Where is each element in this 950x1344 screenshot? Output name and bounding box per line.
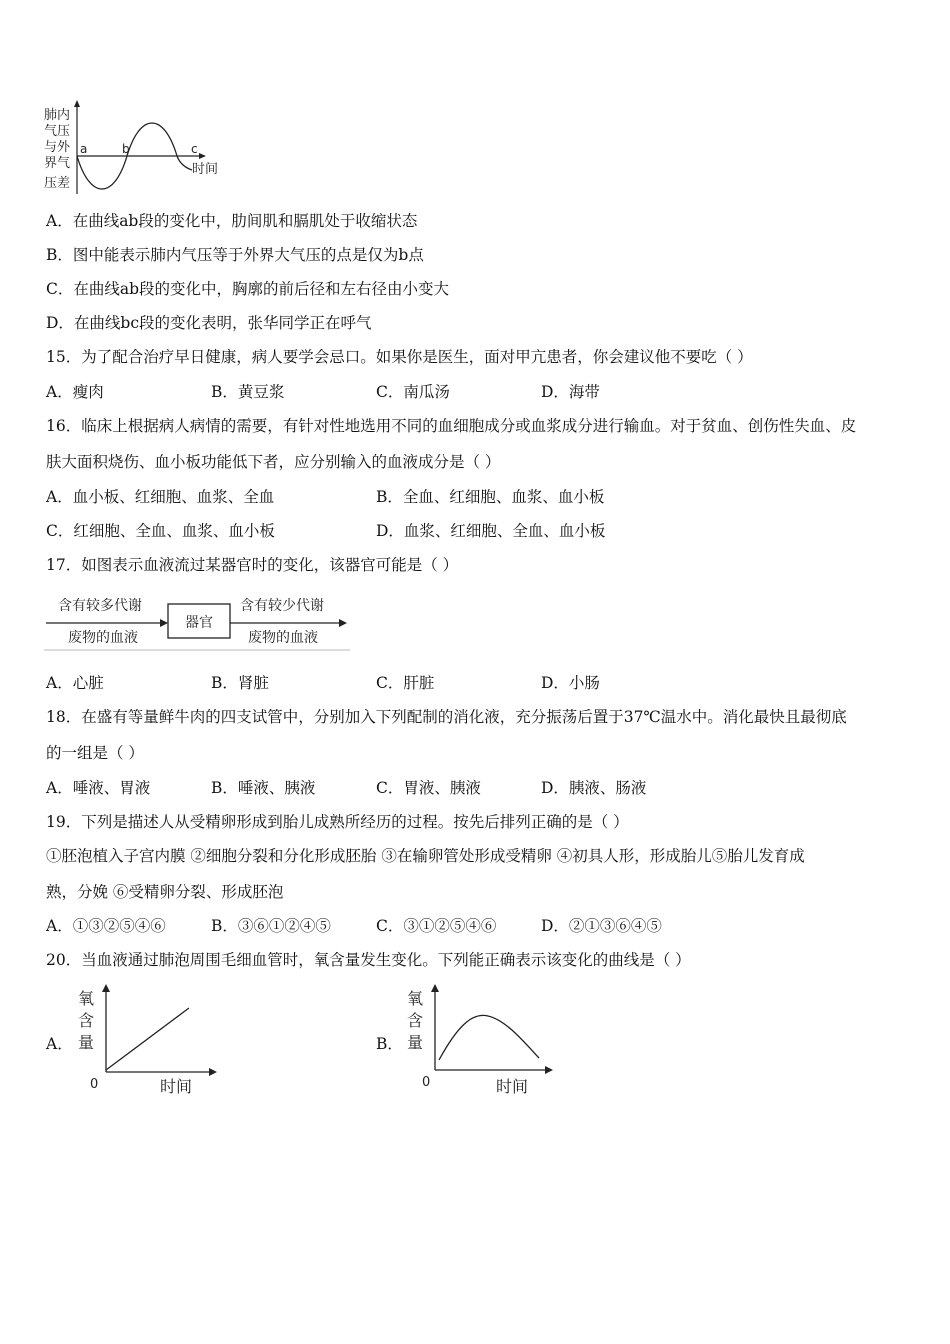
q20-option-b-graph bbox=[402, 982, 562, 1098]
q14-y-arrow bbox=[74, 100, 80, 107]
q18-stem-line1: 18．在盛有等量鲜牛肉的四支试管中，分别加入下列配制的消化液，充分振荡后置于37℃温水中。消化最快且最彻底 bbox=[46, 708, 847, 726]
q17-option-d: D．小肠 bbox=[541, 674, 600, 692]
q15-option-c: C．南瓜汤 bbox=[376, 383, 450, 401]
q20b-ylabel-3: 量 bbox=[407, 1033, 424, 1052]
q17-left-top-label: 含有较多代谢 bbox=[58, 598, 142, 614]
q14-ylabel-2: 气压 bbox=[44, 124, 71, 139]
q15-option-a: A．瘦肉 bbox=[46, 383, 104, 401]
q17-option-c: C．肝脏 bbox=[376, 674, 435, 692]
q20a-origin: 0 bbox=[90, 1077, 99, 1092]
q16-option-b: B．全血、红细胞、血浆、血小板 bbox=[376, 488, 605, 506]
q20a-x-arrow bbox=[209, 1068, 217, 1076]
q16-option-c: C．红细胞、全血、血浆、血小板 bbox=[46, 522, 275, 540]
q19-stem: 19．下列是描述人从受精卵形成到胎儿成熟所经历的过程。按先后排列正确的是（ ） bbox=[46, 813, 629, 831]
q14-option-a: A．在曲线ab段的变化中，肋间肌和膈肌处于收缩状态 bbox=[46, 212, 418, 230]
q20a-ylabel-2: 含 bbox=[78, 1011, 95, 1030]
q20b-ylabel-2: 含 bbox=[407, 1011, 424, 1030]
q19-option-d: D．②①③⑥④⑤ bbox=[541, 917, 662, 935]
q17-organ-label: 器官 bbox=[185, 615, 213, 631]
q20b-origin: 0 bbox=[422, 1075, 431, 1090]
q17-right-arrow-head bbox=[339, 619, 347, 627]
q20a-y-arrow bbox=[102, 984, 110, 992]
q18-stem-line2: 的一组是（ ） bbox=[46, 744, 144, 762]
q20b-ylabel-1: 氧 bbox=[407, 989, 424, 1008]
q20-option-a-graph bbox=[70, 982, 230, 1098]
q14-x-label: 时间 bbox=[192, 162, 219, 177]
q20b-x-arrow bbox=[545, 1066, 553, 1074]
q19-option-c: C．③①②⑤④⑥ bbox=[376, 917, 497, 935]
q20b-x-label: 时间 bbox=[496, 1077, 529, 1096]
q17-left-arrow-head bbox=[160, 619, 168, 627]
q16-stem-line2: 肤大面积烧伤、血小板功能低下者，应分别输入的血液成分是（ ） bbox=[46, 453, 501, 471]
q17-right-bottom-label: 废物的血液 bbox=[248, 630, 318, 646]
q17-right-top-label: 含有较少代谢 bbox=[240, 598, 324, 614]
q20a-ylabel-1: 氧 bbox=[78, 989, 95, 1008]
q14-ylabel-4: 界气 bbox=[44, 156, 71, 171]
q15-stem: 15．为了配合治疗早日健康，病人要学会忌口。如果你是医生，面对甲亢患者，你会建议他不要吃（ ） bbox=[46, 348, 753, 366]
q20b-y-arrow bbox=[431, 984, 439, 992]
q14-point-a: a bbox=[80, 142, 88, 156]
q16-option-a: A．血小板、红细胞、血浆、全血 bbox=[46, 488, 275, 506]
q20a-ylabel-3: 量 bbox=[78, 1033, 95, 1052]
q17-left-bottom-label: 废物的血液 bbox=[68, 630, 138, 646]
q20-option-b-label: B． bbox=[376, 1035, 403, 1053]
q18-option-b: B．唾液、胰液 bbox=[211, 779, 316, 797]
q16-option-d: D．血浆、红细胞、全血、血小板 bbox=[376, 522, 606, 540]
q18-option-c: C．胃液、胰液 bbox=[376, 779, 481, 797]
q19-steps-line2: 熟，分娩 ⑥受精卵分裂、形成胚泡 bbox=[46, 883, 284, 901]
q14-ylabel-5: 压差 bbox=[44, 176, 71, 191]
q17-option-a: A．心脏 bbox=[46, 674, 104, 692]
q15-option-b: B．黄豆浆 bbox=[211, 383, 285, 401]
q20a-x-label: 时间 bbox=[160, 1077, 193, 1096]
q14-x-arrow bbox=[199, 153, 206, 159]
q14-option-b: B．图中能表示肺内气压等于外界大气压的点是仅为b点 bbox=[46, 246, 424, 264]
q20-option-a-label: A． bbox=[46, 1035, 73, 1053]
q19-option-b: B．③⑥①②④⑤ bbox=[211, 917, 331, 935]
q14-point-b: b bbox=[122, 142, 130, 156]
q16-stem-line1: 16．临床上根据病人病情的需要，有针对性地选用不同的血细胞成分或血浆成分进行输血。对于贫血、创伤性失血、皮 bbox=[46, 417, 857, 435]
q14-point-c: c bbox=[191, 142, 198, 156]
q15-option-d: D．海带 bbox=[541, 383, 600, 401]
q19-option-a: A．①③②⑤④⑥ bbox=[46, 917, 166, 935]
q20-stem: 20．当血液通过肺泡周围毛细血管时，氧含量发生变化。下列能正确表示该变化的曲线是（ ） bbox=[46, 951, 691, 969]
q14-y-axis-label bbox=[44, 107, 71, 191]
q14-ylabel-1: 肺内 bbox=[44, 108, 71, 123]
q14-option-d: D．在曲线bc段的变化表明，张华同学正在呼气 bbox=[46, 314, 372, 332]
q14-pressure-figure bbox=[40, 98, 240, 198]
q17-stem: 17．如图表示血液流过某器官时的变化，该器官可能是（ ） bbox=[46, 556, 459, 574]
q14-option-c: C．在曲线ab段的变化中，胸廓的前后径和左右径由小变大 bbox=[46, 280, 450, 298]
q20a-curve bbox=[106, 1008, 189, 1070]
q19-steps-line1: ①胚泡植入子宫内膜 ②细胞分裂和分化形成胚胎 ③在输卵管处形成受精卵 ④初具人形，形成胎儿⑤胎儿发育成 bbox=[46, 847, 805, 865]
q18-option-d: D．胰液、肠液 bbox=[541, 779, 647, 797]
q20b-curve bbox=[439, 1015, 539, 1060]
q17-organ-figure bbox=[44, 592, 354, 654]
q14-ylabel-3: 与外 bbox=[44, 140, 71, 155]
q17-option-b: B．肾脏 bbox=[211, 674, 269, 692]
q18-option-a: A．唾液、胃液 bbox=[46, 779, 151, 797]
